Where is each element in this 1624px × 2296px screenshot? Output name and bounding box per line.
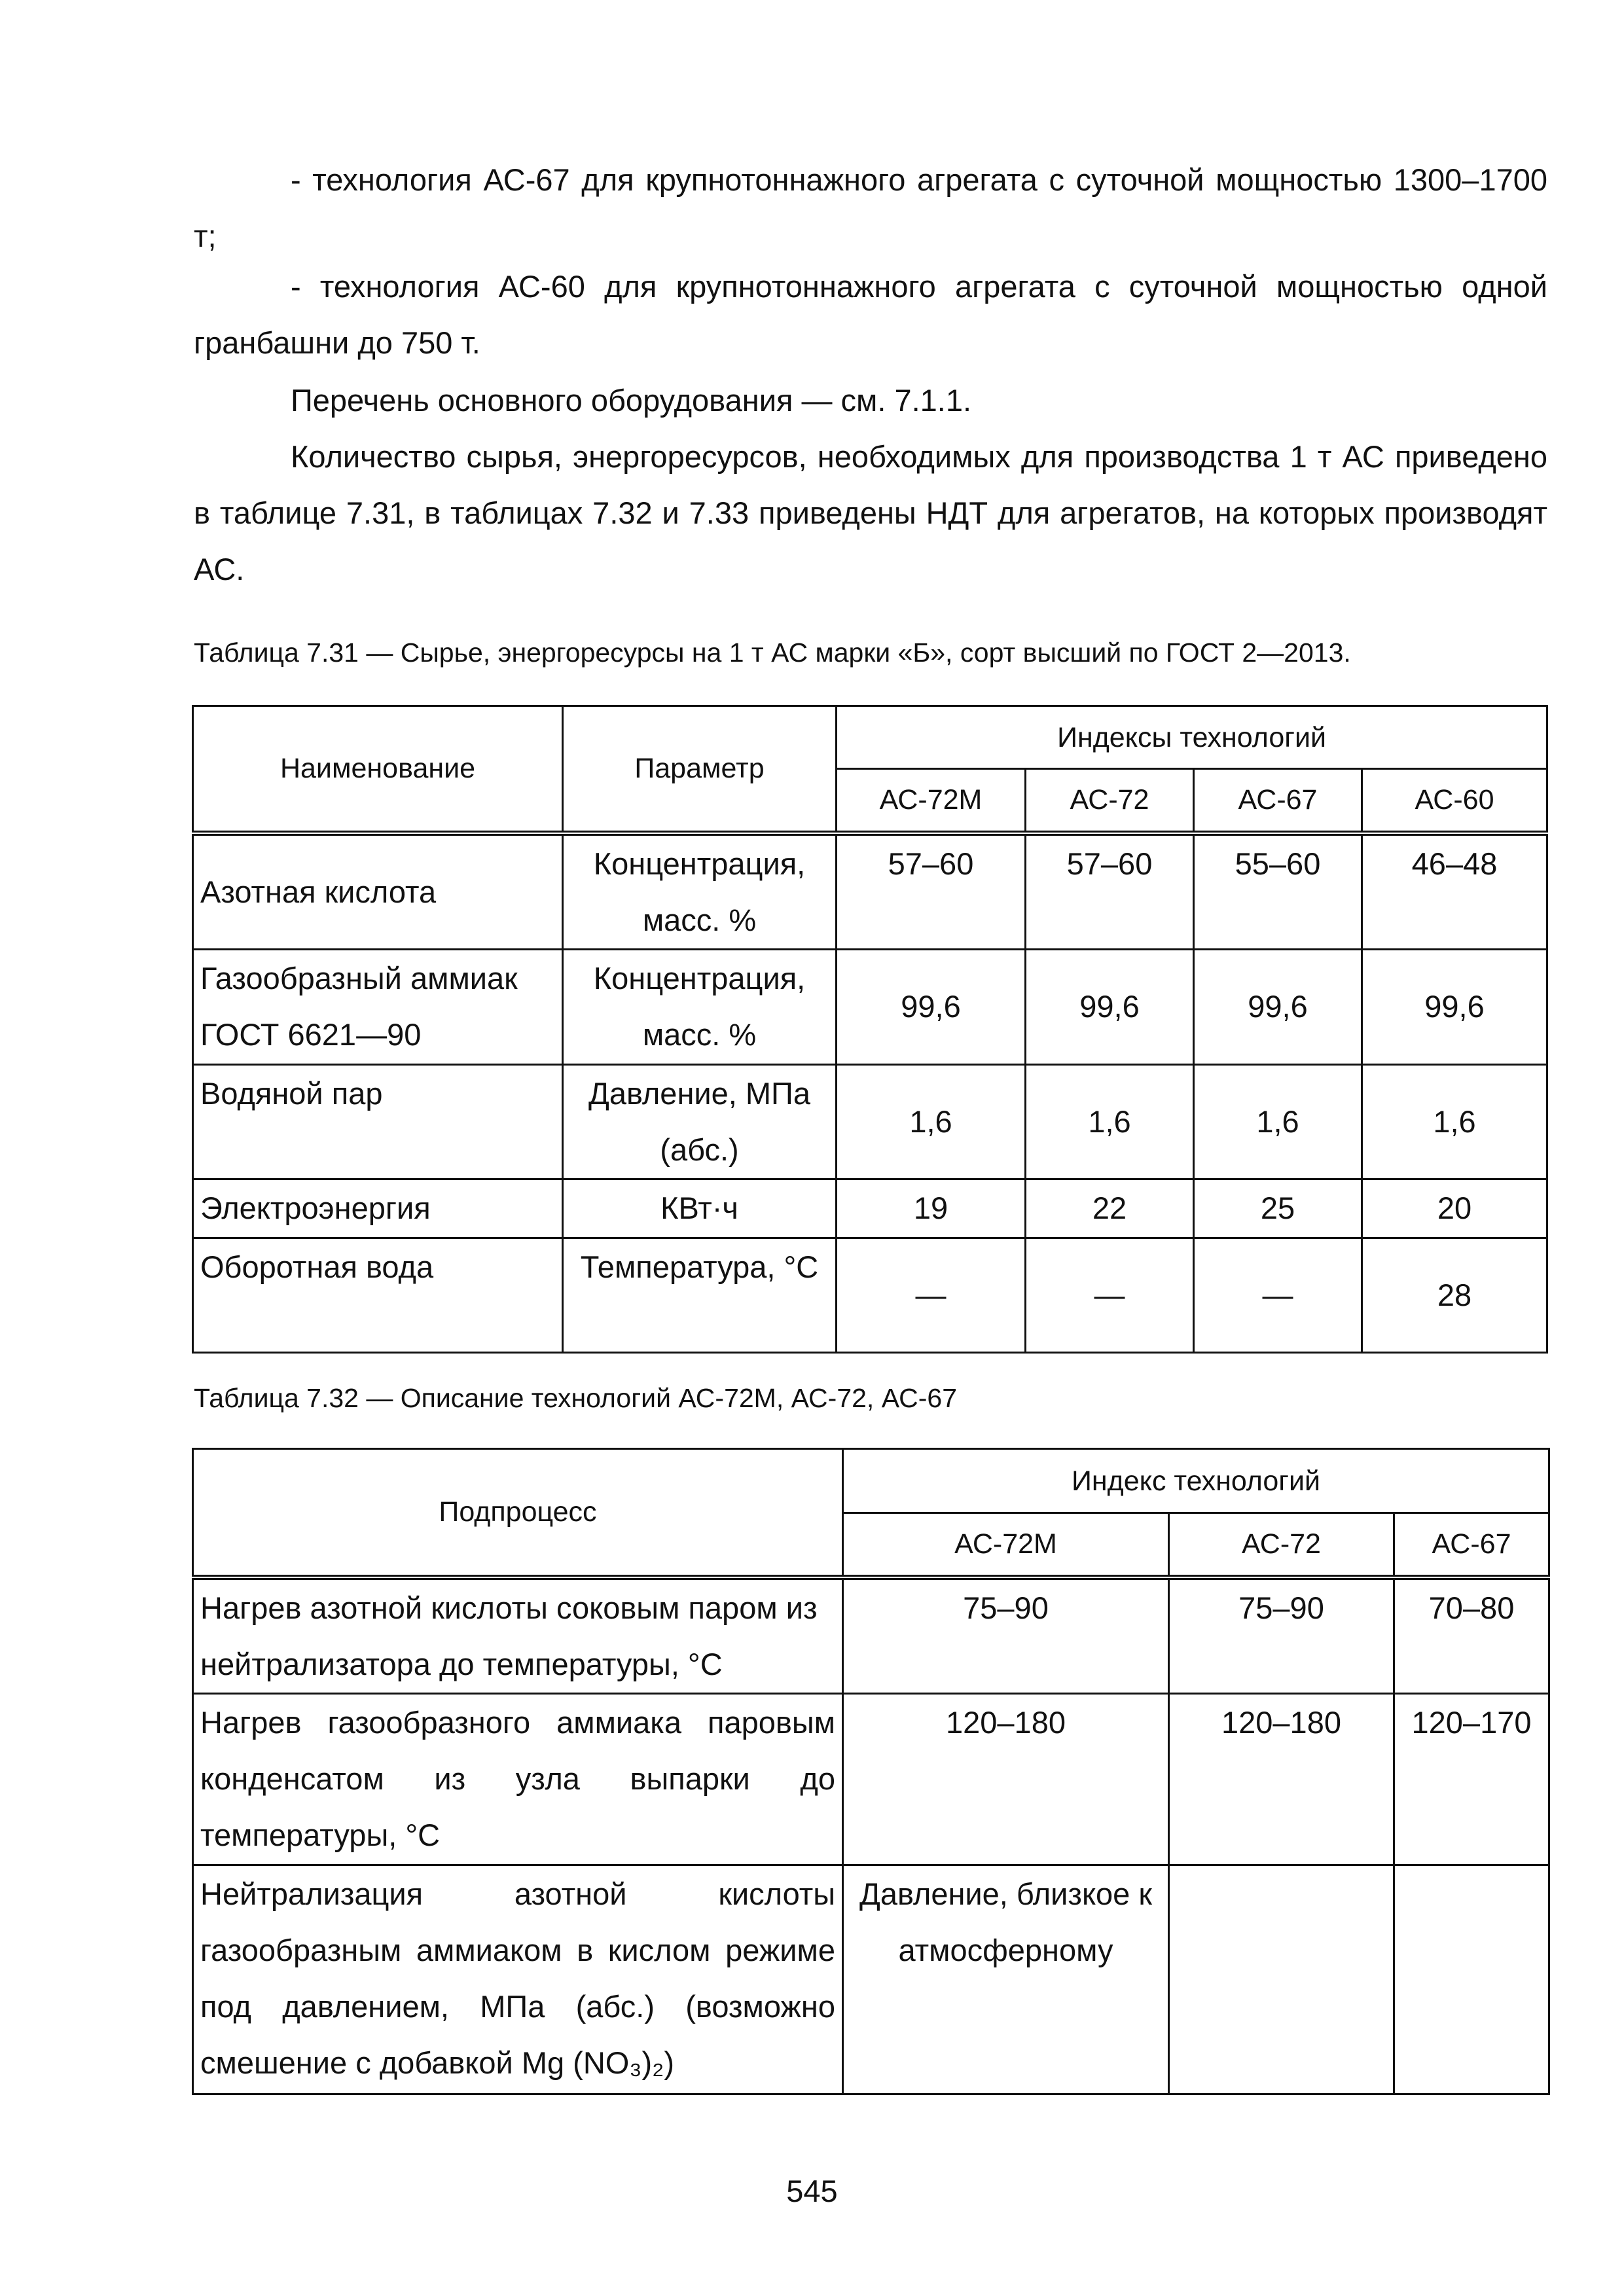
table-row bbox=[193, 1865, 1549, 2094]
row-value: 99,6 bbox=[1194, 949, 1362, 1064]
table-row bbox=[193, 1238, 1547, 1352]
row-value: 28 bbox=[1362, 1238, 1547, 1352]
row-value: 22 bbox=[1026, 1179, 1194, 1238]
header-col: АС-72 bbox=[1026, 769, 1194, 833]
row-value bbox=[1394, 1865, 1549, 2094]
row-value: 46–48 bbox=[1362, 833, 1547, 950]
row-value: 99,6 bbox=[1026, 949, 1194, 1064]
header-subprocess: Подпроцесс bbox=[193, 1449, 843, 1577]
row-name: Нагрев азотной кислоты соковым паром из нейтрализатора до температуры, °С bbox=[193, 1577, 843, 1694]
row-value: 70–80 bbox=[1394, 1577, 1549, 1694]
row-value: 57–60 bbox=[1026, 833, 1194, 950]
row-name: Азотная кислота bbox=[193, 833, 563, 950]
page-number: 545 bbox=[786, 2174, 838, 2208]
header-col: АС-67 bbox=[1394, 1513, 1549, 1577]
row-value bbox=[1169, 1865, 1394, 2094]
row-value: 75–90 bbox=[843, 1577, 1169, 1694]
table-7-32-caption: Таблица 7.32 — Описание технологий АС-72М, АС-72, АС-67 bbox=[194, 1383, 958, 1413]
row-value: 1,6 bbox=[1194, 1064, 1362, 1179]
row-param: Концентрация, масс. % bbox=[563, 949, 837, 1064]
table-row bbox=[193, 833, 1547, 950]
row-value: — bbox=[837, 1238, 1026, 1352]
table-7-31-caption: Таблица 7.31 — Сырье, энергоресурсы на 1 т АС марки «Б», сорт высший по ГОСТ 2—2013. bbox=[194, 637, 1351, 668]
header-param: Параметр bbox=[563, 706, 837, 833]
row-param: Температура, °С bbox=[563, 1238, 837, 1352]
table-row bbox=[193, 1179, 1547, 1238]
paragraph-equipment: Перечень основного оборудования — см. 7.1.1. bbox=[291, 383, 972, 418]
table-row bbox=[193, 1577, 1549, 1694]
table-row bbox=[193, 1064, 1547, 1179]
row-name: Нейтрализация азотной кислоты газообразным аммиаком в кислом режиме под давлением, МПа (абс.) (возможно смешение с добавкой Mg (NO₃)₂) bbox=[193, 1865, 843, 2094]
row-value: — bbox=[1026, 1238, 1194, 1352]
table-header-row bbox=[193, 1449, 1549, 1513]
paragraph-as60: - технология АС-60 для крупнотоннажного агрегата с суточной мощностью одной гранбашни до 750 т. bbox=[194, 269, 1547, 360]
row-name: Водяной пар bbox=[193, 1064, 563, 1179]
table-7-32 bbox=[192, 1448, 1550, 2095]
row-name: Оборотная вода bbox=[193, 1238, 563, 1352]
paragraph-resources: Количество сырья, энергоресурсов, необходимых для производства 1 т АС приведено в таблице 7.31, в таблицах 7.32 и 7.33 приведены НДТ для агрегатов, на которых производят АС. bbox=[194, 439, 1547, 586]
table-header-row bbox=[193, 706, 1547, 769]
row-value: 19 bbox=[837, 1179, 1026, 1238]
row-param: Давление, МПа (абс.) bbox=[563, 1064, 837, 1179]
header-name: Наименование bbox=[193, 706, 563, 833]
row-value: 1,6 bbox=[1362, 1064, 1547, 1179]
table-row bbox=[193, 949, 1547, 1064]
row-value: 99,6 bbox=[837, 949, 1026, 1064]
row-name: Нагрев газообразного аммиака паровым конденсатом из узла выпарки до температуры, °С bbox=[193, 1693, 843, 1865]
table-7-31 bbox=[192, 705, 1548, 1354]
header-col: АС-72М bbox=[843, 1513, 1169, 1577]
header-col: АС-72М bbox=[837, 769, 1026, 833]
header-tech-indices: Индексы технологий bbox=[837, 706, 1547, 769]
row-value: — bbox=[1194, 1238, 1362, 1352]
table-row bbox=[193, 1693, 1549, 1865]
row-value: 1,6 bbox=[837, 1064, 1026, 1179]
row-param: КВт·ч bbox=[563, 1179, 837, 1238]
row-value: Давление, близкое к атмосферному bbox=[843, 1865, 1169, 2094]
row-param: Концентрация, масс. % bbox=[563, 833, 837, 950]
row-value: 25 bbox=[1194, 1179, 1362, 1238]
paragraph-as67: - технология АС-67 для крупнотоннажного агрегата с суточной мощностью 1300–1700 т; bbox=[194, 162, 1547, 253]
row-value: 99,6 bbox=[1362, 949, 1547, 1064]
row-value: 120–170 bbox=[1394, 1693, 1549, 1865]
row-value: 20 bbox=[1362, 1179, 1547, 1238]
header-tech-index: Индекс технологий bbox=[843, 1449, 1549, 1513]
row-value: 1,6 bbox=[1026, 1064, 1194, 1179]
row-value: 55–60 bbox=[1194, 833, 1362, 950]
row-name: Электроэнергия bbox=[193, 1179, 563, 1238]
row-value: 120–180 bbox=[1169, 1693, 1394, 1865]
row-value: 75–90 bbox=[1169, 1577, 1394, 1694]
header-col: АС-72 bbox=[1169, 1513, 1394, 1577]
header-col: АС-60 bbox=[1362, 769, 1547, 833]
header-col: АС-67 bbox=[1194, 769, 1362, 833]
row-value: 120–180 bbox=[843, 1693, 1169, 1865]
row-value: 57–60 bbox=[837, 833, 1026, 950]
row-name: Газообразный аммиак ГОСТ 6621—90 bbox=[193, 949, 563, 1064]
